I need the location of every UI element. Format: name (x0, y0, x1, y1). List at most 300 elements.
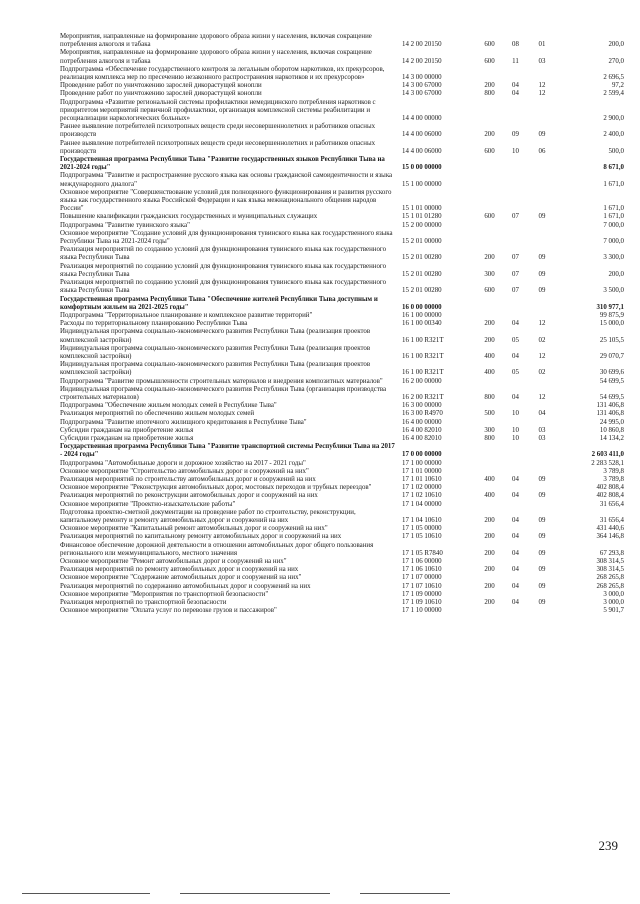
row-pr-code (526, 419, 558, 427)
row-rz-code: 04 (512, 82, 519, 90)
row-csr-code: 14 2 00 20150 (402, 41, 442, 49)
table-row (60, 123, 626, 139)
row-pr-code (526, 156, 558, 172)
row-pr-code: 09 (538, 475, 546, 483)
row-vr-code: 600 (484, 57, 495, 65)
row-rz-code (505, 66, 526, 82)
row-vr-code (474, 419, 505, 427)
row-sum: 3 789,8 (603, 467, 624, 475)
row-csr-code: 17 1 05 R7840 (402, 549, 443, 557)
table-row (60, 378, 626, 386)
row-sum: 24 995,0 (599, 418, 624, 426)
bottom-rule-left (22, 893, 150, 894)
row-sum: 25 105,5 (599, 336, 624, 344)
row-vr-code: 500 (484, 410, 495, 418)
row-name: Реализация мероприятий по строительству автомобильных дорог и сооружений на них (60, 475, 316, 483)
row-vr-code (474, 189, 505, 214)
row-vr-code: 200 (484, 582, 495, 590)
row-sum: 7 000,0 (603, 221, 624, 229)
row-csr-code: 16 4 00 82010 (402, 426, 442, 434)
row-sum: 364 146,8 (596, 533, 624, 541)
row-name: Индивидуальная программа социально-экономического развития Республики Тыва (реализация проектов комплексной застройки) (60, 361, 371, 377)
row-name: Реализация мероприятий по созданию условий для функционирования тувинского языка как государственного языка Республики Тыва (60, 246, 387, 262)
row-pr-code: 03 (538, 57, 546, 65)
table-row (60, 312, 626, 320)
row-vr-code: 600 (484, 147, 495, 155)
row-pr-code: 09 (538, 270, 546, 278)
row-rz-code: 05 (512, 369, 519, 377)
row-vr-code (474, 460, 505, 468)
row-name: Подпрограмма "Развитие промышленности строительных материалов и внедрения композитных материалов" (60, 377, 383, 385)
row-vr-code: 300 (484, 426, 495, 434)
row-name: Подпрограмма "Автомобильные дороги и дорожное хозяйство на 2017 - 2021 годы" (60, 459, 306, 467)
row-rz-code: 04 (512, 475, 519, 483)
table-row (60, 156, 626, 172)
row-sum: 3 500,0 (603, 287, 624, 295)
row-sum: 310 977,1 (596, 303, 624, 311)
row-rz-code: 04 (512, 582, 519, 590)
row-vr-code: 200 (484, 533, 495, 541)
row-csr-code: 14 4 00 06000 (402, 131, 442, 139)
row-rz-code: 09 (512, 131, 519, 139)
table-row (60, 566, 626, 574)
row-vr-code: 800 (484, 393, 495, 401)
row-rz-code: 08 (512, 41, 519, 49)
row-vr-code (474, 230, 505, 246)
row-name: Основное мероприятие "Создание условий для функционирования тувинского языка как государственного языка Республики Тыва на 2021-2024 годы" (60, 229, 393, 246)
table-row (60, 468, 626, 476)
row-name: Реализация мероприятий по транспортной безопасности (60, 599, 227, 607)
table-row (60, 591, 626, 599)
row-sum: 200,0 (608, 41, 624, 49)
row-csr-code: 17 1 09 00000 (402, 590, 442, 598)
table-row (60, 525, 626, 533)
row-rz-code: 04 (512, 90, 519, 98)
row-rz-code: 04 (512, 599, 519, 607)
table-row (60, 213, 626, 221)
row-name: Государственная программа Республики Тыва "Обеспечение жителей Республики Тыва доступным и комфортным жильем на 2021-2025 годы" (60, 295, 378, 311)
table-row (60, 172, 626, 188)
row-sum: 97,2 (611, 82, 624, 90)
row-sum: 3 000,0 (603, 599, 624, 607)
table-row (60, 599, 626, 607)
row-vr-code: 600 (484, 213, 495, 221)
row-pr-code: 06 (538, 147, 546, 155)
row-sum: 268 265,8 (596, 582, 624, 590)
row-csr-code: 15 2 00 00000 (402, 221, 442, 229)
row-rz-code (505, 468, 526, 476)
row-csr-code: 17 1 07 00000 (402, 574, 442, 582)
row-vr-code: 800 (484, 434, 495, 442)
row-csr-code: 17 1 04 10610 (402, 516, 442, 524)
table-row (60, 509, 626, 525)
row-pr-code: 09 (538, 131, 546, 139)
row-pr-code: 12 (538, 352, 546, 360)
row-name: Подпрограмма «Обеспечение государственного контроля за легальным оборотом наркотиков, их прекурсоров, реализация комплекса мер по пресечению незаконного распространения наркотиков и их прекурсоров» (60, 65, 385, 82)
row-sum: 3 000,0 (603, 590, 624, 598)
row-name: Подпрограмма "Обеспечение жильем молодых семей в Республике Тыва" (60, 402, 277, 410)
row-pr-code: 12 (538, 320, 546, 328)
row-vr-code: 600 (484, 41, 495, 49)
row-csr-code: 17 1 00 00000 (402, 459, 442, 467)
table-row (60, 90, 626, 98)
row-sum: 308 314,5 (596, 558, 624, 565)
row-csr-code: 17 1 02 00000 (402, 484, 442, 492)
table-row (60, 476, 626, 484)
row-rz-code: 10 (512, 410, 519, 418)
row-sum: 3 300,0 (603, 254, 624, 262)
row-sum: 131 406,8 (596, 402, 624, 410)
row-pr-code (526, 460, 558, 468)
row-csr-code: 17 1 09 10610 (402, 599, 442, 607)
table-row (60, 435, 626, 443)
row-csr-code: 16 1 00 00340 (402, 320, 442, 328)
row-csr-code: 14 3 00 00000 (402, 74, 442, 82)
row-sum: 30 699,6 (599, 369, 624, 377)
row-vr-code: 800 (484, 90, 495, 98)
row-sum: 54 699,5 (599, 393, 624, 401)
row-csr-code: 17 1 05 10610 (402, 533, 442, 541)
table-row (60, 419, 626, 427)
row-name: Мероприятия, направленные на формирование здорового образа жизни у населения, включая сокращение потребления алкоголя и табака (60, 49, 372, 65)
table-row (60, 386, 626, 402)
table-row (60, 140, 626, 156)
row-vr-code (474, 574, 505, 582)
row-vr-code: 200 (484, 131, 495, 139)
row-pr-code: 03 (538, 426, 546, 434)
row-sum: 31 656,4 (599, 516, 624, 524)
row-csr-code: 14 4 00 06000 (402, 147, 442, 155)
row-rz-code (505, 378, 526, 386)
row-name: Подготовка проектно-сметной документации на проведение работ по строительству, реконструкции, капитальному ремонту и ремонту автомобильных дорог и сооружений на них (60, 508, 356, 524)
row-csr-code: 15 0 00 00000 (402, 164, 442, 172)
table-row (60, 558, 626, 566)
row-rz-code (505, 296, 526, 312)
row-rz-code (505, 574, 526, 582)
row-rz-code: 04 (512, 492, 519, 500)
row-rz-code (505, 443, 526, 459)
row-sum: 131 406,8 (596, 410, 624, 418)
table-row (60, 189, 626, 214)
row-vr-code: 200 (484, 254, 495, 262)
row-csr-code: 17 1 05 00000 (402, 525, 442, 533)
row-csr-code: 17 1 02 10610 (402, 492, 442, 500)
row-vr-code: 400 (484, 369, 495, 377)
row-sum: 402 808,4 (596, 492, 624, 500)
row-name: Субсидии гражданам на приобретение жилья (60, 426, 194, 434)
row-vr-code (474, 484, 505, 492)
row-vr-code (474, 378, 505, 386)
row-rz-code: 04 (512, 533, 519, 541)
row-name: Государственная программа Республики Тыва "Развитие государственных языков Республики Тыва на 2021-2024 годы" (60, 156, 385, 172)
table-row (60, 542, 626, 558)
row-csr-code: 14 3 00 67000 (402, 82, 442, 90)
row-rz-code: 04 (512, 352, 519, 360)
row-pr-code: 09 (538, 287, 546, 295)
row-csr-code: 16 1 00 R321T (402, 369, 444, 377)
row-csr-code: 16 3 00 00000 (402, 402, 442, 410)
row-rz-code: 11 (512, 57, 519, 65)
row-csr-code: 14 4 00 00000 (402, 115, 442, 123)
row-name: Подпрограмма "Развитие и распространение русского языка как основы гражданской самоидентичности и языка международного диалога" (60, 172, 393, 188)
row-pr-code (526, 189, 558, 214)
row-rz-code: 10 (512, 426, 519, 434)
row-vr-code (474, 156, 505, 172)
table-row (60, 66, 626, 82)
row-name: Реализация мероприятий по созданию условий для функционирования тувинского языка как государственного языка Республики Тыва (60, 262, 387, 278)
bottom-rule-middle (180, 893, 330, 894)
row-rz-code (505, 558, 526, 566)
row-sum: 10 860,8 (599, 426, 624, 434)
row-csr-code: 14 2 00 20150 (402, 57, 442, 65)
row-name: Реализация мероприятий по реконструкции автомобильных дорог и сооружений на них (60, 492, 318, 500)
row-rz-code (505, 222, 526, 230)
row-pr-code: 02 (538, 369, 546, 377)
row-rz-code (505, 501, 526, 509)
row-rz-code: 07 (512, 213, 519, 221)
row-sum: 7 000,0 (603, 238, 624, 246)
row-sum: 1 671,0 (603, 205, 624, 213)
table-row (60, 427, 626, 435)
row-csr-code: 17 1 06 10610 (402, 566, 442, 574)
row-sum: 2 603 411,0 (591, 451, 624, 459)
row-sum: 29 070,7 (599, 352, 624, 360)
row-name: Реализация мероприятий по содержанию автомобильных дорог и сооружений на них (60, 582, 311, 590)
row-pr-code: 04 (538, 410, 546, 418)
table-row (60, 484, 626, 492)
row-csr-code: 16 2 00 00000 (402, 377, 442, 385)
row-vr-code: 400 (484, 492, 495, 500)
row-name: Реализация мероприятий по созданию условий для функционирования тувинского языка как государственного языка Республики Тыва (60, 279, 387, 295)
row-pr-code (526, 99, 558, 124)
row-name: Основное мероприятие "Строительство автомобильных дорог и сооружений на них" (60, 467, 309, 475)
row-pr-code (526, 501, 558, 509)
table-row (60, 222, 626, 230)
row-pr-code (526, 443, 558, 459)
budget-table-body (60, 33, 626, 615)
row-sum: 2 900,0 (603, 115, 624, 123)
row-sum: 500,0 (608, 147, 624, 155)
row-name: Мероприятия, направленные на формирование здорового образа жизни у населения, включая сокращение потребления алкоголя и табака (60, 33, 372, 49)
table-row (60, 583, 626, 591)
row-rz-code: 04 (512, 516, 519, 524)
table-row (60, 33, 626, 49)
row-pr-code: 09 (538, 533, 546, 541)
table-row (60, 263, 626, 279)
row-rz-code (505, 591, 526, 599)
row-vr-code: 200 (484, 82, 495, 90)
row-pr-code: 02 (538, 336, 546, 344)
row-csr-code: 17 1 01 10610 (402, 475, 442, 483)
row-csr-code: 15 2 01 00280 (402, 287, 442, 295)
row-name: Государственная программа Республики Тыва "Развитие транспортной системы Республики Тыва на 2017 - 2024 годы" (60, 443, 395, 459)
row-pr-code (526, 66, 558, 82)
row-csr-code: 16 4 00 00000 (402, 418, 442, 426)
table-row (60, 443, 626, 459)
row-name: Проведение работ по уничтожению зарослей дикорастущей конопли (60, 90, 262, 98)
row-name: Подпрограмма "Территориальное планирование и комплексное развитие территорий" (60, 311, 313, 319)
table-row (60, 230, 626, 246)
row-sum: 15 000,0 (599, 320, 624, 328)
table-row (60, 99, 626, 124)
row-name: Основное мероприятие "Содержание автомобильных дорог и сооружений на них" (60, 574, 302, 582)
row-rz-code (505, 312, 526, 320)
row-csr-code: 15 1 00 00000 (402, 180, 442, 188)
row-rz-code: 10 (512, 434, 519, 442)
row-name: Субсидии гражданам на приобретение жилья (60, 434, 194, 442)
row-name: Реализация мероприятий по ремонту автомобильных дорог и сооружений на них (60, 566, 299, 574)
table-row (60, 501, 626, 509)
row-pr-code (526, 468, 558, 476)
table-row (60, 320, 626, 328)
row-pr-code: 09 (538, 213, 546, 221)
row-sum: 54 699,5 (599, 377, 624, 385)
row-vr-code (474, 468, 505, 476)
row-rz-code (505, 460, 526, 468)
row-pr-code: 09 (538, 549, 546, 557)
row-rz-code: 04 (512, 549, 519, 557)
row-name: Основное мероприятие "Капитальный ремонт автомобильных дорог и сооружений на них" (60, 525, 328, 533)
row-vr-code: 400 (484, 352, 495, 360)
row-vr-code: 400 (484, 475, 495, 483)
row-sum: 2 696,5 (603, 74, 624, 82)
table-row (60, 492, 626, 500)
row-sum: 402 808,4 (596, 484, 624, 492)
row-sum: 270,0 (608, 57, 624, 65)
row-vr-code (474, 443, 505, 459)
row-name: Проведение работ по уничтожению зарослей дикорастущей конопли (60, 82, 262, 90)
row-vr-code: 200 (484, 336, 495, 344)
row-vr-code: 200 (484, 566, 495, 574)
row-rz-code (505, 189, 526, 214)
row-sum: 5 901,7 (603, 607, 624, 615)
row-sum: 8 671,0 (603, 164, 624, 172)
row-vr-code (474, 607, 505, 615)
table-row (60, 607, 626, 615)
row-pr-code (526, 591, 558, 599)
row-sum: 431 440,6 (596, 525, 624, 533)
row-vr-code: 200 (484, 599, 495, 607)
row-vr-code: 200 (484, 320, 495, 328)
row-csr-code: 16 1 00 00000 (402, 311, 442, 319)
row-sum: 3 789,8 (603, 475, 624, 483)
row-pr-code (526, 230, 558, 246)
row-pr-code: 01 (538, 41, 546, 49)
table-row (60, 296, 626, 312)
table-row (60, 82, 626, 90)
row-rz-code (505, 525, 526, 533)
row-sum: 2 400,0 (603, 131, 624, 139)
row-pr-code (526, 222, 558, 230)
row-name: Раннее выявление потребителей психотропных веществ среди несовершеннолетних и работников опасных производств (60, 123, 376, 139)
row-rz-code: 10 (512, 147, 519, 155)
row-name: Расходы по территориальному планированию Республики Тыва (60, 320, 248, 328)
page-number: 239 (598, 838, 618, 853)
row-name: Основное мероприятие "Ремонт автомобильных дорог и сооружений на них" (60, 558, 287, 565)
row-csr-code: 15 2 01 00280 (402, 254, 442, 262)
row-pr-code (526, 607, 558, 615)
row-pr-code (526, 312, 558, 320)
row-csr-code: 15 1 01 00000 (402, 205, 442, 213)
table-row (60, 328, 626, 344)
row-name: Индивидуальная программа социально-экономического развития Республики Тыва (организация производства строительных материалов) (60, 385, 387, 401)
row-pr-code: 09 (538, 566, 546, 574)
row-vr-code (474, 501, 505, 509)
table-row (60, 402, 626, 410)
row-csr-code: 15 2 01 00000 (402, 238, 442, 246)
row-csr-code: 16 4 00 82010 (402, 434, 442, 442)
row-rz-code: 07 (512, 287, 519, 295)
row-vr-code (474, 312, 505, 320)
row-sum: 2 599,4 (603, 90, 624, 98)
row-name: Основное мероприятие "Мероприятия по транспортной безопасности" (60, 590, 269, 598)
row-pr-code (526, 525, 558, 533)
row-csr-code: 17 0 00 00000 (402, 451, 442, 459)
row-name: Повышение квалификации гражданских государственных и муниципальных служащих (60, 213, 318, 221)
row-name: Финансовое обеспечение дорожной деятельности в отношении автомобильных дорог общего пользования регионального или межмуниципального, местного значения (60, 541, 374, 557)
row-name: Основное мероприятие "Оплата услуг по перевозке грузов и пассажиров" (60, 607, 277, 615)
row-vr-code (474, 558, 505, 566)
row-name: Индивидуальная программа социально-экономического развития Республики Тыва (реализация проектов комплексной застройки) (60, 328, 371, 344)
row-csr-code: 17 1 01 00000 (402, 467, 442, 475)
table-row (60, 246, 626, 262)
row-csr-code: 16 0 00 00000 (402, 303, 442, 311)
row-rz-code: 04 (512, 566, 519, 574)
row-pr-code (526, 378, 558, 386)
table-row (60, 533, 626, 541)
row-pr-code: 12 (538, 90, 546, 98)
row-rz-code (505, 172, 526, 188)
row-csr-code: 14 3 00 67000 (402, 90, 442, 98)
row-sum: 2 283 528,1 (591, 459, 624, 467)
row-pr-code: 03 (538, 434, 546, 442)
row-vr-code (474, 525, 505, 533)
row-sum: 99 875,9 (599, 311, 624, 319)
table-row (60, 460, 626, 468)
row-pr-code: 09 (538, 582, 546, 590)
row-csr-code: 16 3 00 R4970 (402, 410, 443, 418)
row-name: Реализация мероприятий по капитальному ремонту автомобильных дорог и сооружений на них (60, 533, 342, 541)
row-pr-code (526, 574, 558, 582)
row-sum: 200,0 (608, 270, 624, 278)
row-pr-code (526, 558, 558, 566)
row-sum: 308 314,5 (596, 566, 624, 574)
row-pr-code (526, 484, 558, 492)
row-vr-code: 300 (484, 270, 495, 278)
row-rz-code (505, 230, 526, 246)
row-vr-code (474, 591, 505, 599)
row-vr-code (474, 99, 505, 124)
row-csr-code: 16 1 00 R321T (402, 336, 444, 344)
table-row (60, 574, 626, 582)
row-pr-code: 12 (538, 82, 546, 90)
row-vr-code: 600 (484, 287, 495, 295)
row-vr-code (474, 222, 505, 230)
row-name: Подпрограмма "Развитие тувинского языка" (60, 221, 190, 229)
row-name: Раннее выявление потребителей психотропных веществ среди несовершеннолетних и работников опасных производств (60, 139, 376, 155)
row-pr-code: 12 (538, 393, 546, 401)
row-csr-code: 17 1 10 00000 (402, 607, 442, 615)
row-name: Реализация мероприятий по обеспечению жильем молодых семей (60, 410, 255, 418)
row-pr-code (526, 172, 558, 188)
row-csr-code: 15 2 01 00280 (402, 270, 442, 278)
row-name: Индивидуальная программа социально-экономического развития Республики Тыва (реализация проектов комплексной застройки) (60, 344, 371, 360)
row-sum: 67 293,8 (599, 549, 624, 557)
row-pr-code: 09 (538, 492, 546, 500)
row-rz-code (505, 99, 526, 124)
row-rz-code (505, 402, 526, 410)
row-name: Основное мероприятие "Проектно-изыскательские работы" (60, 500, 236, 508)
